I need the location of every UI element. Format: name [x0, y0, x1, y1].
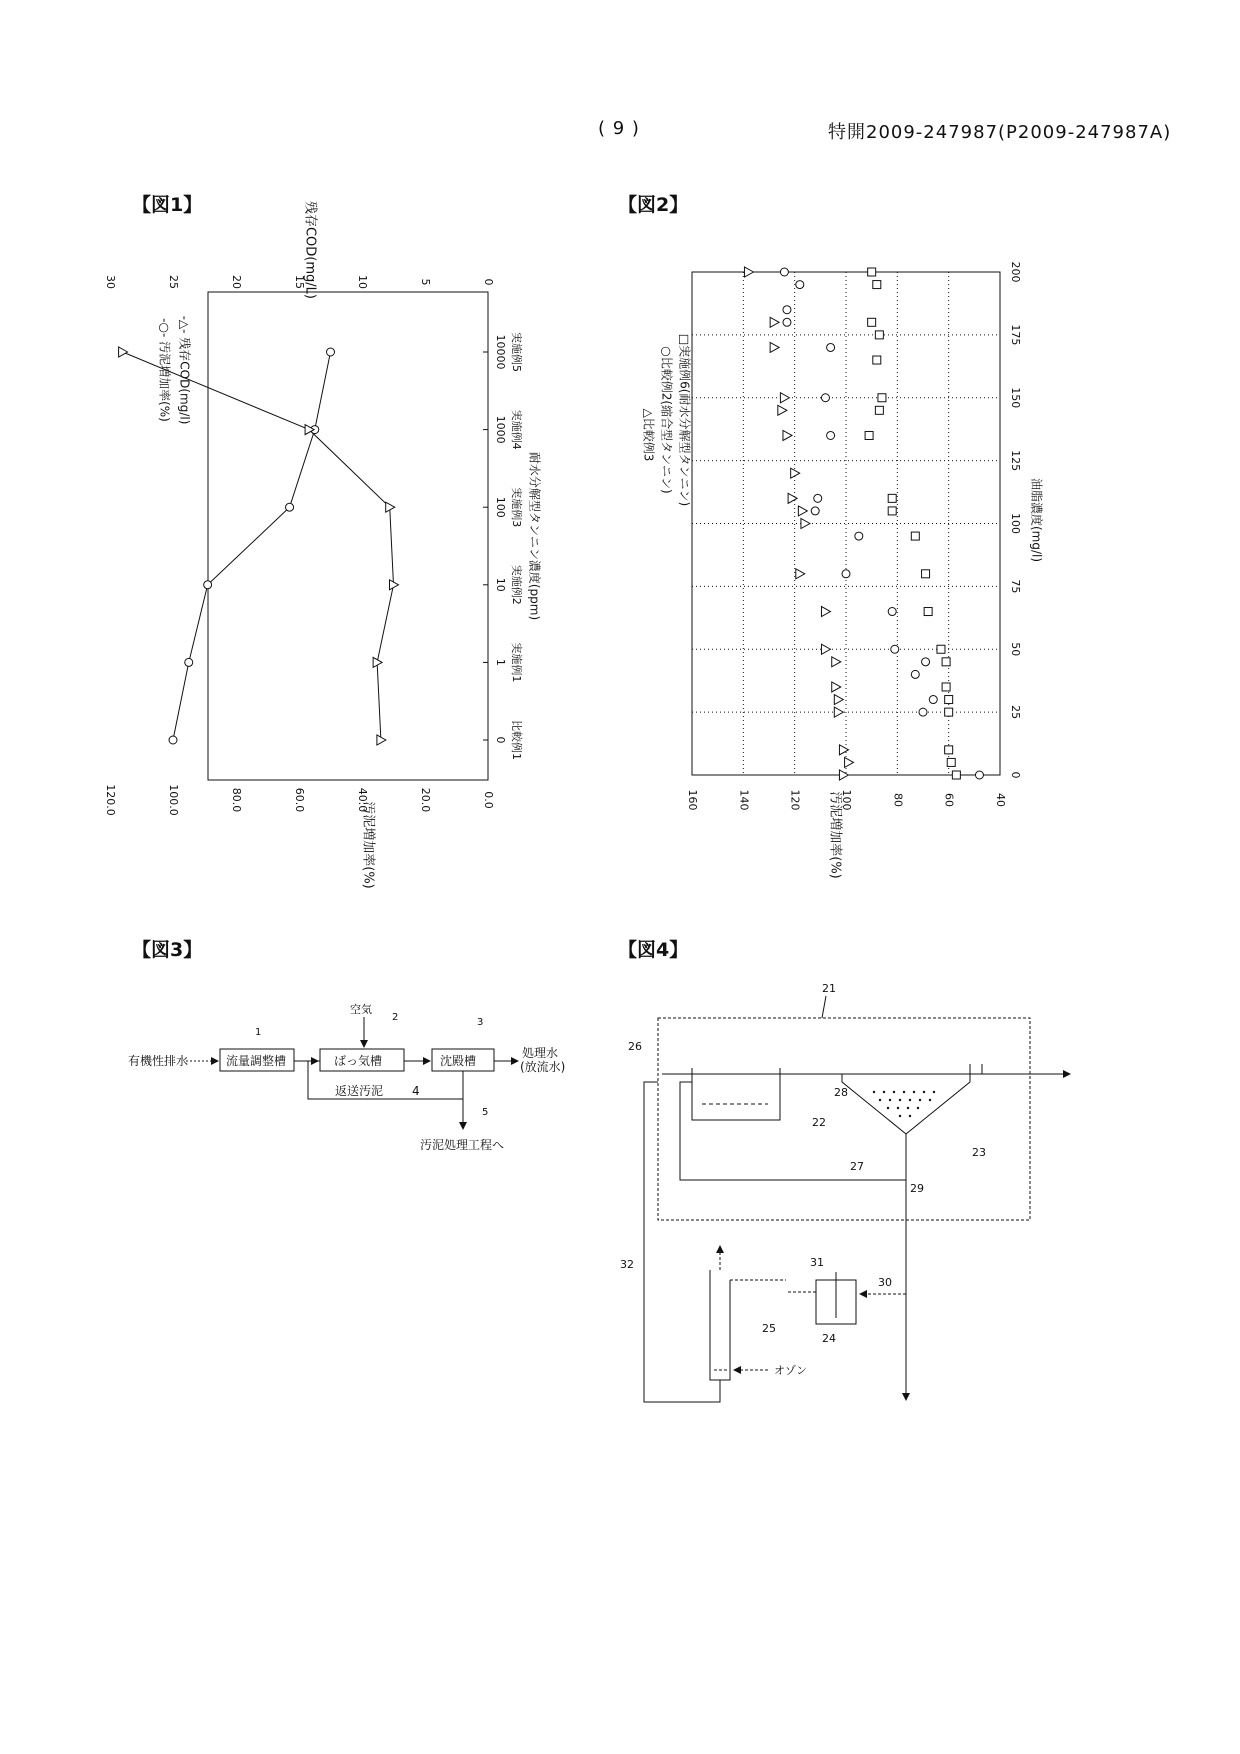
fig2-point	[821, 394, 829, 402]
fig2-y-label: 汚泥増加率(%)	[827, 791, 843, 879]
fig1-legend-item: -○- 汚泥増加率(%)	[157, 318, 172, 422]
fig2-point	[878, 394, 886, 402]
fig1-left-tick: 100.0	[167, 784, 180, 816]
fig2-y-tick: 80	[891, 793, 905, 807]
fig2-point	[888, 608, 896, 616]
fig1-right-tick: 25	[167, 275, 180, 289]
fig2-point	[780, 393, 789, 403]
fig3-sludge-out: 汚泥処理工程へ	[420, 1138, 505, 1152]
fig2-point	[868, 268, 876, 276]
fig2-point	[875, 406, 883, 414]
fig2-legend-item: □実施例6(耐水分解型タンニン)	[677, 333, 692, 507]
fig2-point	[945, 696, 953, 704]
fig2-point	[796, 569, 805, 579]
fig4-ozone-label: オゾン	[774, 1364, 807, 1377]
fig3-box1-label: 流量調整槽	[226, 1054, 287, 1068]
fig2-point	[796, 281, 804, 289]
fig4-num22: 22	[812, 1116, 826, 1129]
fig2-point	[868, 318, 876, 326]
fig4-num24: 24	[822, 1332, 836, 1345]
fig2-x-label: 油脂濃度(mg/l)	[1029, 477, 1044, 563]
fig2-point	[834, 707, 843, 717]
fig2-point	[942, 658, 950, 666]
fig2-point	[945, 746, 953, 754]
fig4-num23: 23	[972, 1146, 986, 1159]
fig4-num25: 25	[762, 1322, 776, 1335]
publication-number: 特開2009-247987(P2009-247987A)	[828, 122, 1172, 143]
fig2-point	[873, 356, 881, 364]
fig2-point	[922, 658, 930, 666]
fig4-num26: 26	[628, 1040, 642, 1053]
fig4-diagram	[610, 970, 1080, 1420]
fig2-y-tick: 40	[994, 793, 1007, 807]
fig2-point	[814, 494, 822, 502]
fig2-x-tick: 0	[1009, 771, 1022, 779]
fig2-y-tick: 140	[737, 789, 751, 811]
fig2-plot-frame	[692, 272, 1000, 775]
fig4-return-line	[680, 1082, 906, 1180]
fig2-point	[845, 757, 854, 767]
fig4-outer-frame	[658, 1018, 1030, 1220]
fig3-num5: 5	[482, 1107, 489, 1118]
fig2-point	[919, 708, 927, 716]
fig2-point	[911, 532, 919, 540]
fig3-air: 空気	[350, 1003, 372, 1016]
fig1-left-tick: 0.0	[482, 791, 495, 809]
fig4-recycle-line	[644, 1082, 720, 1402]
fig3-outlet1: 処理水	[522, 1046, 559, 1060]
fig2-point	[821, 607, 830, 617]
fig1-right-tick: 20	[230, 275, 243, 289]
fig1-right-tick: 10	[356, 275, 369, 289]
fig2-point	[888, 507, 896, 515]
fig4-num21: 21	[822, 982, 836, 995]
fig2-x-tick: 150	[1009, 387, 1022, 409]
fig2-point	[875, 331, 883, 339]
fig3-box2-label: ばっ気槽	[334, 1054, 383, 1068]
fig2-point	[842, 570, 850, 578]
fig1-category-label: 実施例2	[510, 564, 523, 605]
fig2-point	[924, 608, 932, 616]
fig2-point	[783, 318, 791, 326]
fig1-x-tick: 10000	[494, 334, 507, 370]
fig2-x-tick: 100	[1009, 513, 1022, 534]
fig4-aeration-tank	[692, 1068, 780, 1120]
fig2-point	[783, 306, 791, 314]
fig4-num31: 31	[810, 1256, 824, 1269]
fig2-point	[839, 745, 848, 755]
fig3-outlet2: (放流水)	[520, 1060, 566, 1074]
fig1-category-label: 実施例5	[510, 332, 523, 372]
fig1-x-tick: 1000	[494, 415, 507, 444]
fig2-point	[873, 281, 881, 289]
fig1-category-label: 実施例1	[510, 642, 523, 683]
fig4-num27: 27	[850, 1160, 864, 1173]
fig2-point	[770, 342, 779, 352]
fig3-num4: 4	[412, 1084, 420, 1098]
fig1-left-tick: 60.0	[293, 787, 306, 813]
fig2-point	[811, 507, 819, 515]
fig4-num30: 30	[878, 1276, 892, 1289]
fig2-point	[942, 683, 950, 691]
fig3-num2: 2	[392, 1012, 399, 1023]
fig4-num32: 32	[620, 1258, 634, 1271]
fig1-left-tick: 120.0	[104, 784, 117, 816]
fig2-legend-item: ○比較例2(縮合型タンニン)	[659, 346, 674, 494]
fig1-category-label: 比較例1	[510, 720, 523, 760]
fig1-x-tick: 10	[494, 577, 507, 592]
fig2-point	[783, 430, 792, 440]
fig1-right-tick: 15	[293, 275, 306, 289]
fig1-x-tick: 1	[494, 658, 507, 666]
fig1-right-label: 残存COD(mg/L)	[302, 200, 318, 300]
fig2-point	[744, 267, 753, 277]
fig2-point	[780, 268, 788, 276]
fig2-point	[975, 771, 983, 779]
fig2-point	[865, 431, 873, 439]
fig1-label: 【図1】	[132, 194, 203, 216]
fig2-label: 【図2】	[618, 194, 689, 216]
fig1-x-label: 耐水分解型タンニン濃度(ppm)	[527, 451, 542, 621]
fig1-category-label: 実施例4	[510, 409, 523, 450]
fig2-point	[788, 493, 797, 503]
fig2-x-tick: 75	[1009, 579, 1022, 594]
fig2-y-tick: 160	[686, 789, 699, 811]
fig2-point	[801, 519, 810, 529]
fig1-legend-item: -△- 残存COD(mg/l)	[177, 315, 192, 425]
fig2-legend-item: △比較例3	[641, 408, 656, 462]
fig2-point	[911, 670, 919, 678]
fig2-y-tick: 60	[942, 793, 956, 807]
fig1-right-tick: 30	[104, 275, 117, 289]
fig2-point	[832, 682, 841, 692]
fig2-point	[827, 343, 835, 351]
fig2-x-tick: 125	[1009, 450, 1022, 472]
fig2-point	[798, 506, 807, 516]
fig4-settling-tank	[842, 1074, 970, 1134]
page-number: ( 9 )	[598, 118, 640, 139]
fig4-num28: 28	[834, 1086, 848, 1099]
fig3-return: 返送汚泥	[335, 1084, 384, 1098]
fig2-point	[937, 645, 945, 653]
fig2-point	[778, 405, 787, 415]
fig1-left-tick: 20.0	[419, 787, 432, 813]
fig1-right-tick: 5	[419, 278, 432, 286]
fig2-point	[945, 708, 953, 716]
fig4-label: 【図4】	[618, 939, 689, 961]
fig4-sludge-dots	[873, 1091, 935, 1117]
fig3-num1: 1	[255, 1027, 262, 1038]
fig4-num29: 29	[910, 1182, 924, 1195]
fig1-left-tick: 80.0	[230, 787, 243, 813]
fig2-point	[821, 644, 830, 654]
fig2-point	[888, 494, 896, 502]
fig1-left-tick: 40.0	[356, 787, 369, 813]
fig2-y-tick: 100	[840, 789, 853, 811]
fig3-label: 【図3】	[132, 939, 203, 961]
fig2-x-tick: 175	[1009, 324, 1022, 346]
fig3-num3: 3	[477, 1017, 484, 1028]
fig2-x-tick: 200	[1009, 261, 1022, 283]
fig2-x-tick: 50	[1009, 642, 1022, 657]
fig1-x-tick: 0	[494, 736, 507, 744]
fig2-point	[832, 657, 841, 667]
fig2-point	[834, 695, 843, 705]
fig2-point	[839, 770, 848, 780]
fig1-category-label: 実施例3	[510, 487, 523, 528]
fig2-point	[922, 570, 930, 578]
fig2-point	[947, 758, 955, 766]
fig3-diagram	[120, 995, 580, 1175]
fig1-x-tick: 100	[494, 496, 507, 518]
fig3-box3-label: 沈殿槽	[440, 1054, 477, 1068]
fig2-point	[855, 532, 863, 540]
fig2-y-tick: 120	[788, 789, 802, 811]
fig2-point	[952, 771, 960, 779]
fig2-point	[929, 696, 937, 704]
fig2-point	[827, 431, 835, 439]
fig2-x-tick: 25	[1009, 705, 1022, 720]
fig1-right-tick: 0	[482, 278, 495, 286]
fig1-left-label: 汚泥増加率(%)	[360, 801, 376, 889]
fig3-inlet: 有機性排水	[128, 1054, 189, 1068]
fig2-point	[891, 645, 899, 653]
fig2-point	[770, 317, 779, 327]
fig4-ozone-reactor	[710, 1270, 730, 1380]
